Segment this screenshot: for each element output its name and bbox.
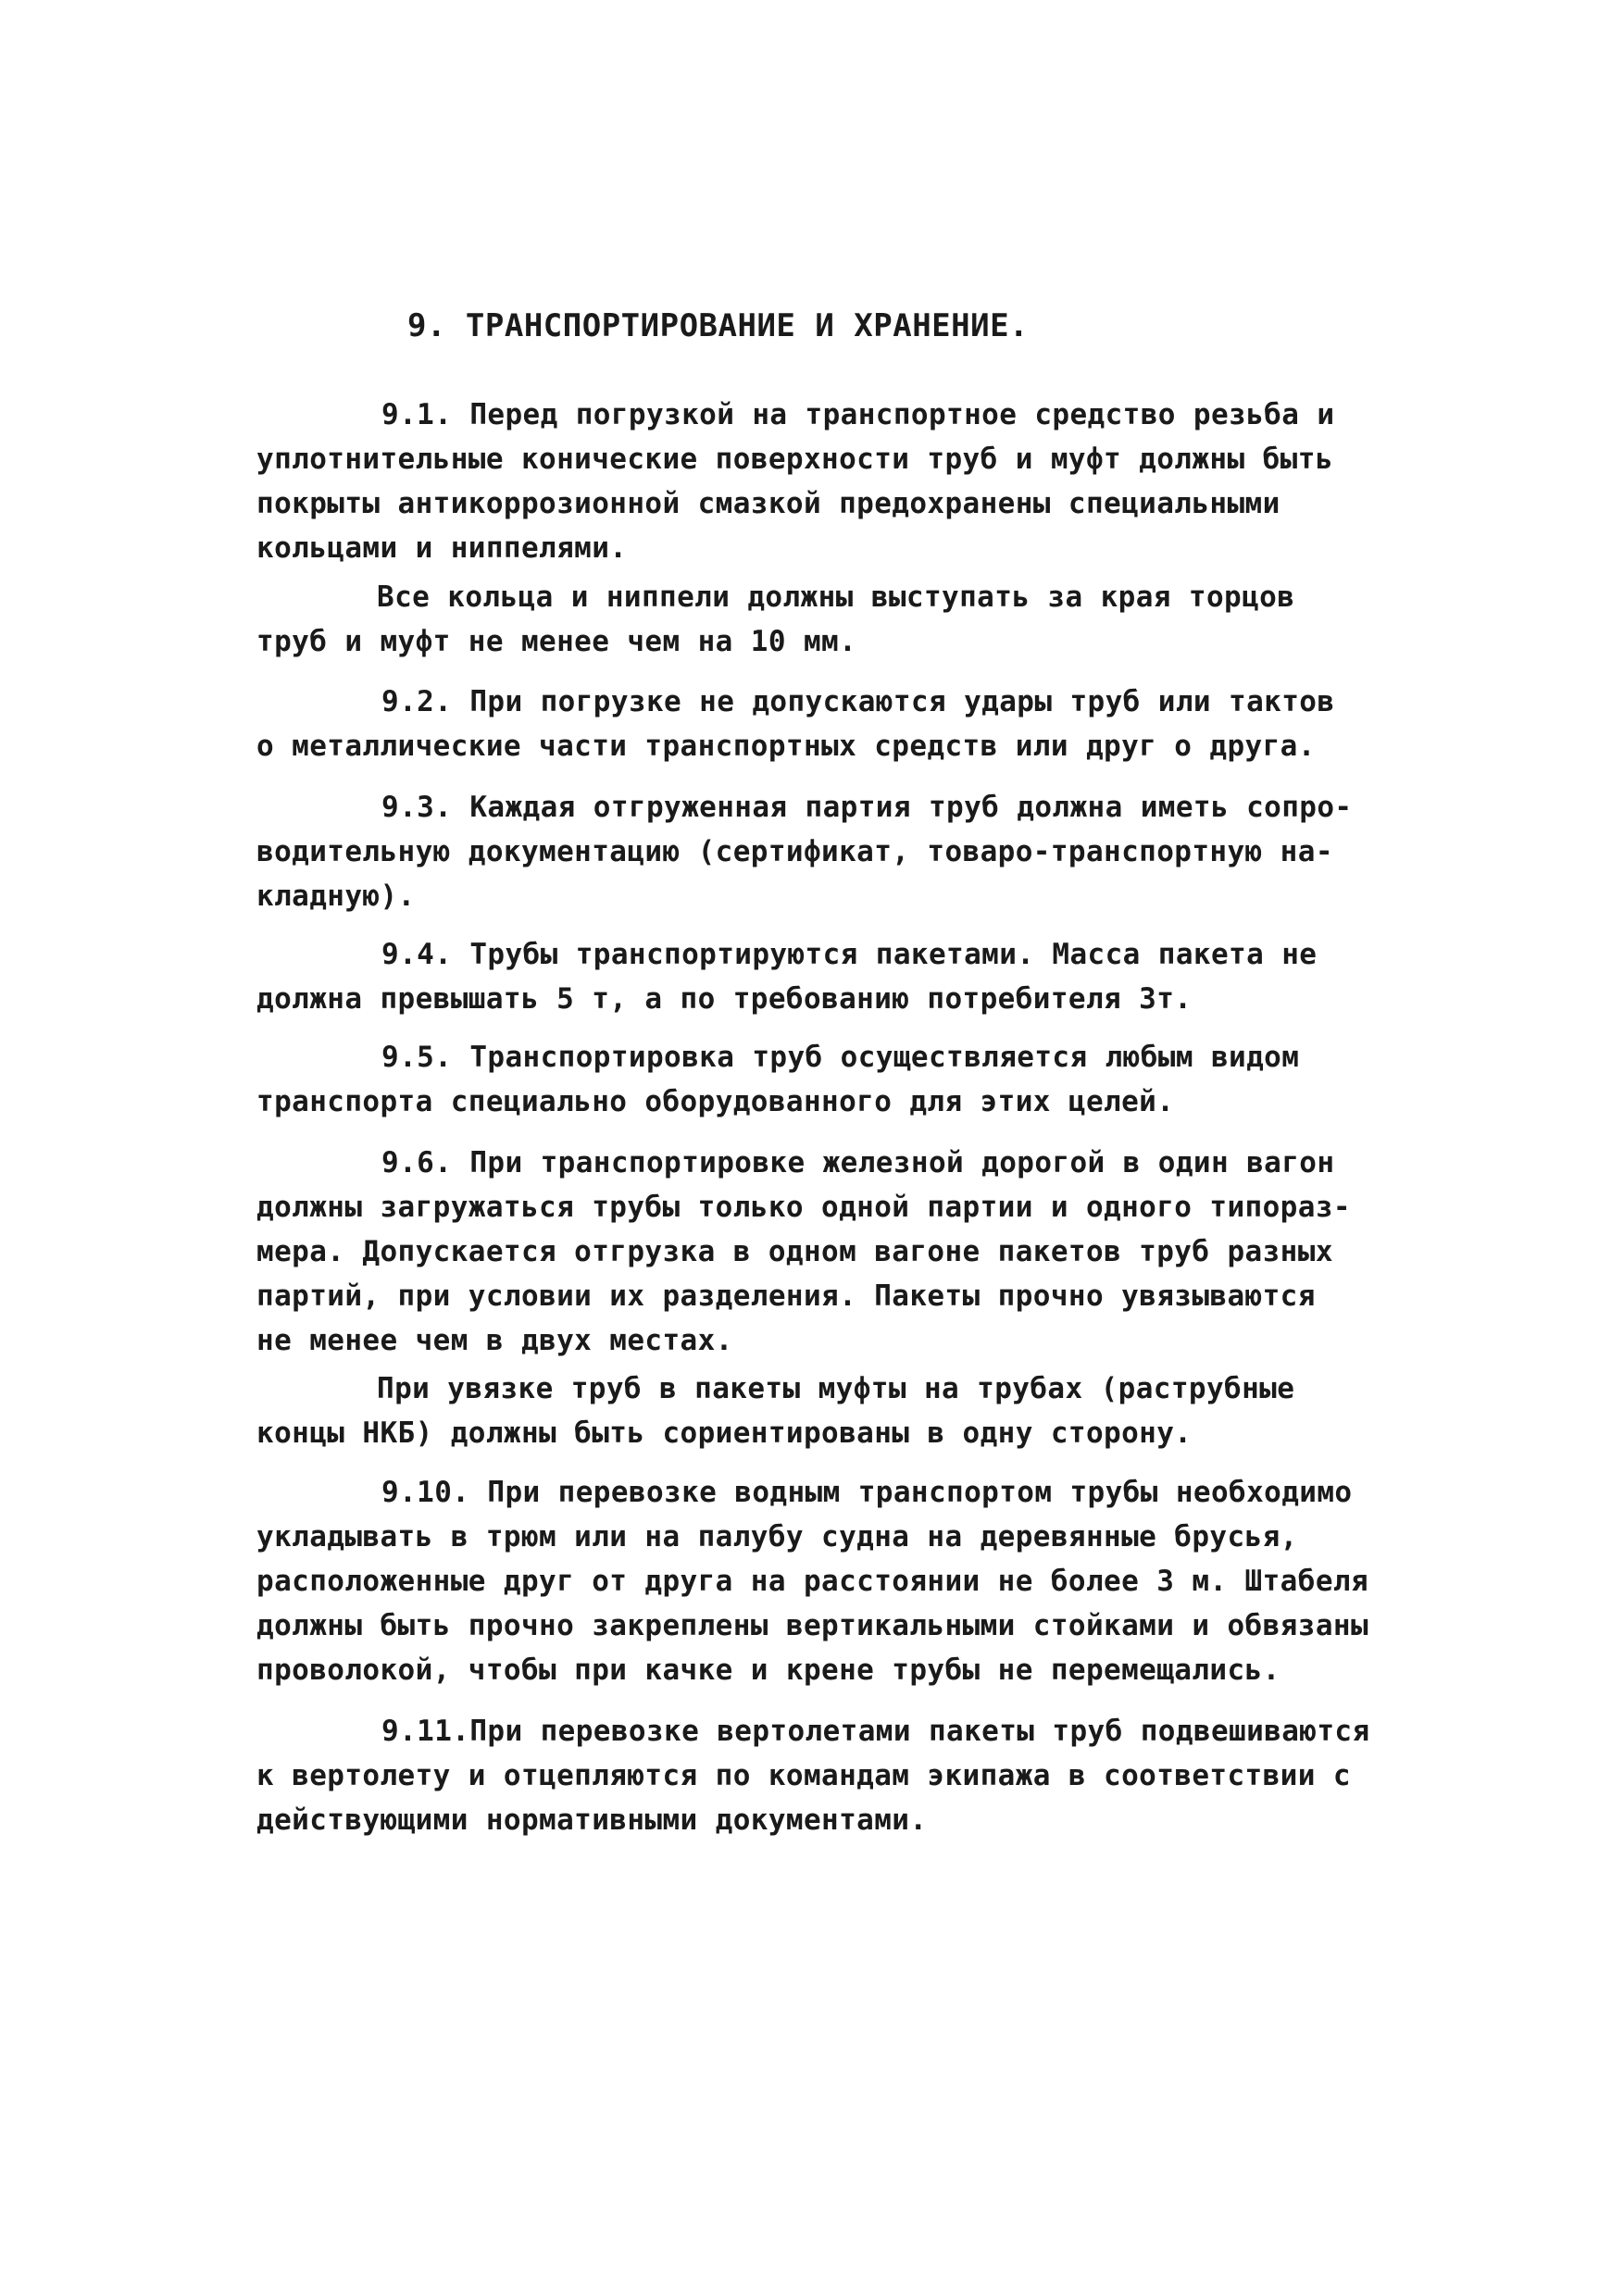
- text-line: транспорта специально оборудованного для этих целей.: [256, 1085, 1175, 1118]
- text-line: к вертолету и отцепляются по командам экипажа в соответствии с: [256, 1759, 1351, 1792]
- text-line: При увязке труб в пакеты муфты на трубах (раструбные: [377, 1372, 1295, 1405]
- text-line: действующими нормативными документами.: [256, 1803, 928, 1837]
- text-line: 9.1. Перед погрузкой на транспортное средство резьба и: [381, 398, 1335, 431]
- text-line: расположенные друг от друга на расстоянии не более 3 м. Штабеля: [256, 1565, 1369, 1598]
- text-line: партий, при условии их разделения. Пакеты прочно увязываются: [256, 1279, 1316, 1313]
- text-line: Все кольца и ниппели должны выступать за края торцов: [377, 580, 1295, 614]
- text-line: 9.11.При перевозке вертолетами пакеты труб подвешиваются: [381, 1715, 1370, 1748]
- text-line: кладную).: [256, 880, 416, 913]
- text-line: уплотнительные конические поверхности труб и муфт должны быть: [256, 443, 1333, 476]
- text-line: должны быть прочно закреплены вертикальными стойками и обвязаны: [256, 1609, 1369, 1642]
- text-line: 9.2. При погрузке не допускаются удары труб или тактов: [381, 685, 1335, 718]
- text-line: о металлические части транспортных средств или друг о друга.: [256, 730, 1316, 763]
- text-line: не менее чем в двух местах.: [256, 1324, 733, 1357]
- text-line: должны загружаться трубы только одной партии и одного типораз-: [256, 1191, 1351, 1224]
- text-line: 9.4. Трубы транспортируются пакетами. Масса пакета не: [381, 938, 1318, 971]
- text-line: концы НКБ) должны быть сориентированы в одну сторону.: [256, 1416, 1193, 1450]
- text-line: покрыты антикоррозионной смазкой предохранены специальными: [256, 487, 1280, 520]
- text-line: проволокой, чтобы при качке и крене трубы не перемещались.: [256, 1653, 1280, 1687]
- text-line: должна превышать 5 т, а по требованию потребителя 3т.: [256, 982, 1193, 1016]
- text-line: 9.5. Транспортировка труб осуществляется любым видом: [381, 1041, 1300, 1074]
- section-heading: 9. ТРАНСПОРТИРОВАНИЕ И ХРАНЕНИЕ.: [407, 307, 1030, 344]
- text-line: 9.6. При транспортировке железной дорогой в один вагон: [381, 1146, 1335, 1179]
- text-line: 9.3. Каждая отгруженная партия труб должна иметь сопро-: [381, 791, 1353, 824]
- text-line: мера. Допускается отгрузка в одном вагоне пакетов труб разных: [256, 1235, 1333, 1268]
- text-line: кольцами и ниппелями.: [256, 531, 628, 565]
- text-line: 9.10. При перевозке водным транспортом трубы необходимо: [381, 1476, 1353, 1509]
- text-line: водительную документацию (сертификат, товаро-транспортную на-: [256, 835, 1333, 868]
- text-line: укладывать в трюм или на палубу судна на деревянные брусья,: [256, 1520, 1298, 1554]
- text-line: труб и муфт не менее чем на 10 мм.: [256, 625, 857, 658]
